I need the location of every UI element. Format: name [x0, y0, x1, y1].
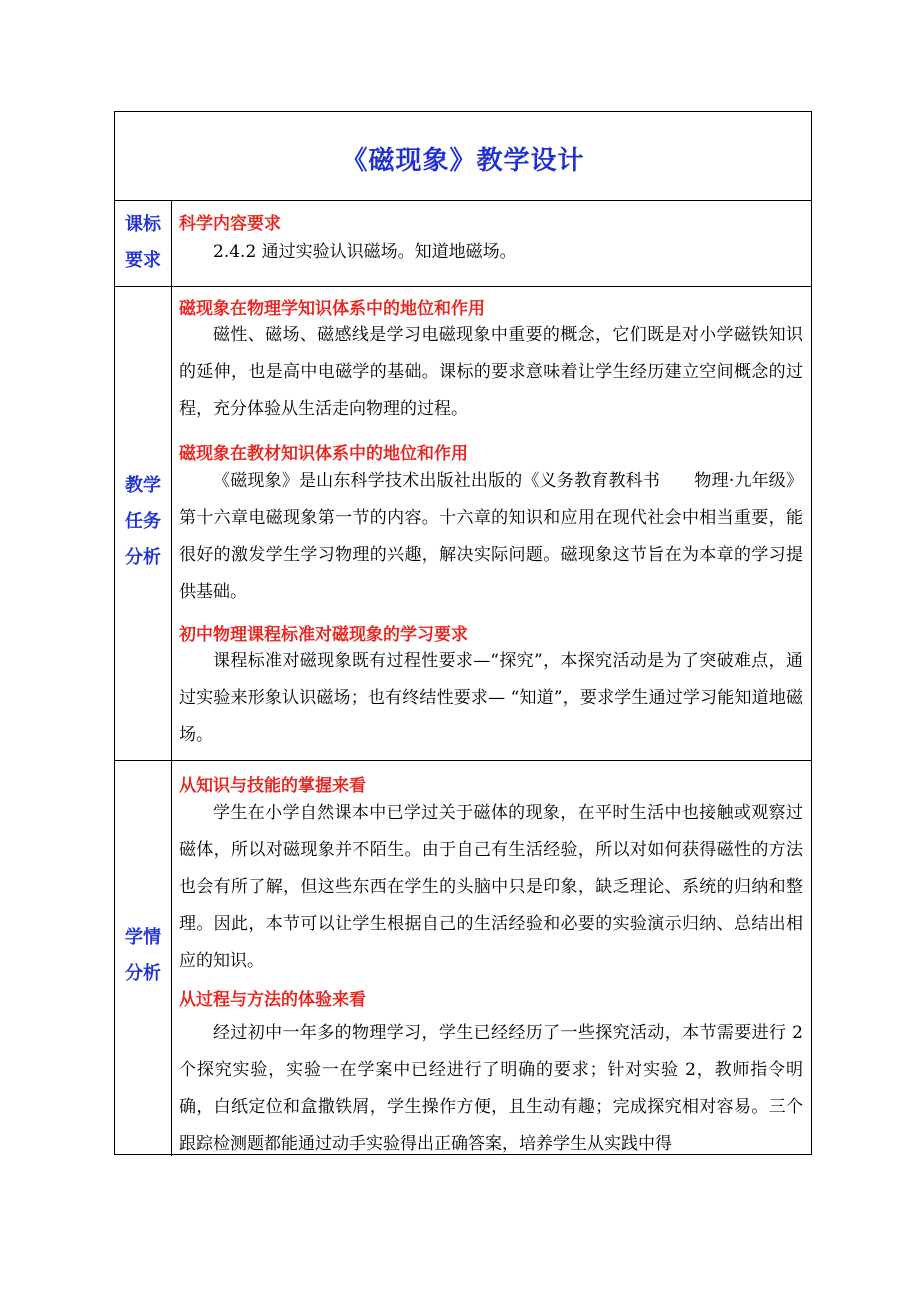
- section-heading: 科学内容要求: [179, 214, 281, 234]
- title-row: [115, 112, 811, 200]
- row-label-line: 任务: [125, 511, 161, 532]
- section-heading: 初中物理课程标准对磁现象的学习要求: [179, 625, 468, 645]
- row-label-line: 学情: [125, 927, 161, 948]
- section-text: 磁性、磁场、磁感线是学习电磁现象中重要的概念，它们既是对小学磁铁知识的延伸，也是高中电磁学的基础。课标的要求意味着让学生经历建立空间概念的过程，充分体验从生活走向物理的过程。: [179, 325, 803, 419]
- row-label-line: 教学: [125, 475, 161, 496]
- section-text: 学生在小学自然课本中已学过关于磁体的现象，在平时生活中也接触或观察过磁体，所以对磁现象并不陌生。由于自己有生活经验，所以对如何获得磁性的方法也会有所了解，但这些东西在学生的头脑中只是印象，缺乏理论、系统的归纳和整理。因此，本节可以让学生根据自己的生活经验和必要的实验演示归纳、总结出相应的知识。: [179, 803, 803, 971]
- row-teaching-task-analysis: [115, 286, 811, 760]
- row-curriculum-requirements: [115, 200, 811, 286]
- section-heading: 从过程与方法的体验来看: [179, 990, 366, 1010]
- row-label-line: 分析: [125, 547, 161, 568]
- document-title: 《磁现象》教学设计: [341, 146, 585, 176]
- section-heading: 磁现象在教材知识体系中的地位和作用: [179, 444, 468, 464]
- section-text: 经过初中一年多的物理学习，学生已经经历了一些探究活动，本节需要进行 2 个探究实验，实验一在学案中已经进行了明确的要求；针对实验 2，教师指令明确，白纸定位和盒撒铁屑，学生操作方便，且生动有趣；完成探究相对容易。三个跟踪检测题都能通过动手实验得出正确答案，培养学生从实践中得: [179, 1023, 803, 1154]
- row-learner-analysis: [115, 760, 811, 1156]
- section-heading: 磁现象在物理学知识体系中的地位和作用: [179, 299, 485, 319]
- row-label-cell: [115, 761, 172, 1156]
- section-text: 《磁现象》是山东科学技术出版社出版的《义务教育教科书 物理·九年级》第十六章电磁现象第一节的内容。十六章的知识和应用在现代社会中相当重要，能很好的激发学生学习物理的兴趣，解决实际问题。磁现象这节旨在为本章的学习提供基础。: [179, 471, 803, 602]
- row-label-line: 要求: [125, 250, 161, 271]
- section-heading: 从知识与技能的掌握来看: [179, 776, 366, 796]
- section-text: 2.4.2 通过实验认识磁场。知道地磁场。: [213, 242, 517, 262]
- lesson-plan-table: [114, 111, 812, 1155]
- row-label-line: 课标: [125, 214, 161, 235]
- row-label-cell: [115, 201, 172, 286]
- section-text: 课程标准对磁现象既有过程性要求—“探究”，本探究活动是为了突破难点，通过实验来形象认识磁场；也有终结性要求— “知道”，要求学生通过学习能知道地磁场。: [179, 651, 803, 745]
- row-label-line: 分析: [125, 963, 161, 984]
- row-label-cell: [115, 287, 172, 760]
